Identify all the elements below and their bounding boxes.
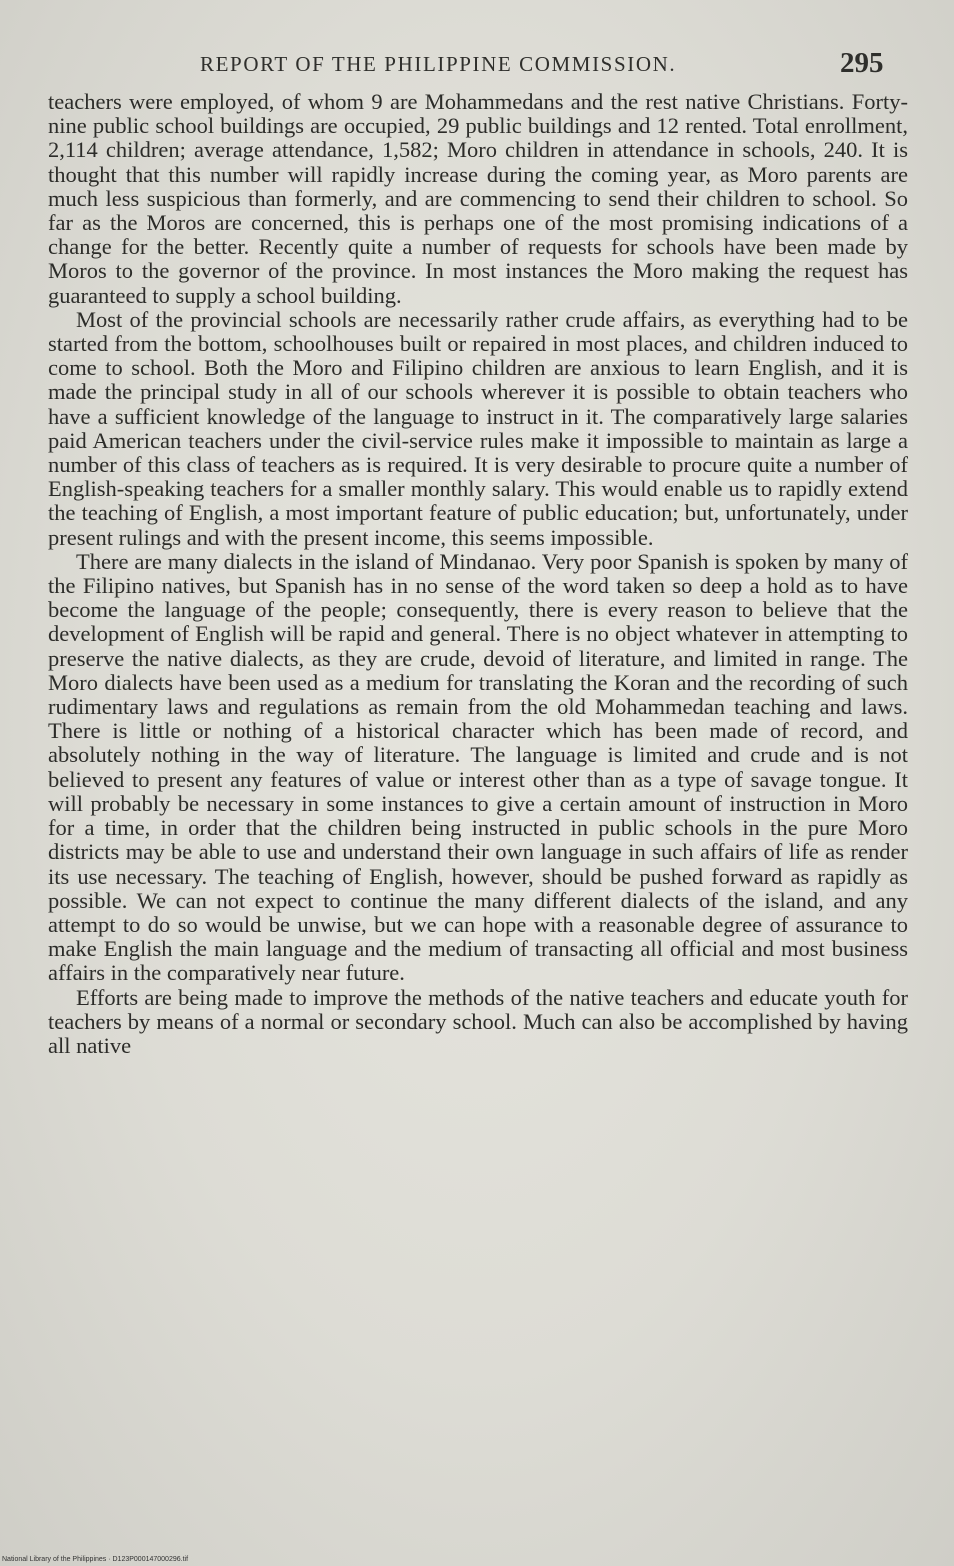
scan-footer-caption: National Library of the Philippines · D123P000147000296.tif <box>2 1556 189 1563</box>
paragraph-dialects: There are many dialects in the island of Mindanao. Very poor Spanish is spoken by many of the Filipino natives, but Spanish has in no sense of the word taken so deep a hold as to have become the language of the people; consequently, there is every reason to believe that the development of English will be rapid and general. There is no object whatever in attempting to preserve the native dialects, as they are crude, devoid of literature, and limited in range. The Moro dialects have been used as a medium for translating the Koran and the recording of such rudimentary laws and regulations as remain from the old Mohammedan teaching and laws. There is little or nothing of a historical character which has been made of record, and absolutely nothing in the way of literature. The language is limited and crude and is not believed to present any features of value or interest other than as a type of savage tongue. It will probably be necessary in some instances to give a certain amount of instruction in Moro for a time, in order that the children being instructed in public schools in the pure Moro districts may be able to use and understand their own language in such affairs of life as render its use necessary. The teaching of English, however, should be pushed forward as rapidly as possible. We can not expect to continue the many different dialects of the island, and any attempt to do so would be unwise, but we can hope with a reasonable degree of assurance to make English the main language and the medium of transacting all official and most business affairs in the comparatively near future. <box>48 548 908 986</box>
running-head-title: REPORT OF THE PHILIPPINE COMMISSION. <box>200 52 677 76</box>
page-number: 295 <box>840 47 884 79</box>
paragraph-continued: teachers were employed, of whom 9 are Mohammedans and the rest native Christians. Forty-nine public school buildings are occupied, 29 public buildings and 12 rented. Total enrollment, 2,114 children; average attendance, 1,582; Moro children in attendance in schools, 240. It is thought that this number will rapidly increase during the coming year, as Moro parents are much less suspicious than formerly, and are commencing to send their children to school. So far as the Moros are concerned, this is perhaps one of the most promising indications of a change for the better. Recently quite a number of requests for schools have been made by Moros to the governor of the province. In most instances the Moro making the request has guaranteed to supply a school building. <box>48 89 908 308</box>
body-text <box>48 90 908 1058</box>
paragraph-efforts: Efforts are being made to improve the methods of the native teachers and educate youth for teachers by means of a normal or secondary school. Much can also be accomplished by having all native <box>48 984 908 1058</box>
paragraph-provincial-schools: Most of the provincial schools are necessarily rather crude affairs, as everything had to be started from the bottom, schoolhouses built or repaired in most places, and children induced to come to school. Both the Moro and Filipino children are anxious to learn English, and it is made the principal study in all of our schools wherever it is possible to obtain teachers who have a sufficient knowledge of the language to instruct in it. The comparatively large salaries paid American teachers under the civil-service rules make it impossible to maintain as large a number of this class of teachers as is required. It is very desirable to procure quite a number of English-speaking teachers for a smaller monthly salary. This would enable us to rapidly extend the teaching of English, a most important feature of public education; but, unfortunately, under present rulings and with the present income, this seems impossible. <box>48 306 908 550</box>
